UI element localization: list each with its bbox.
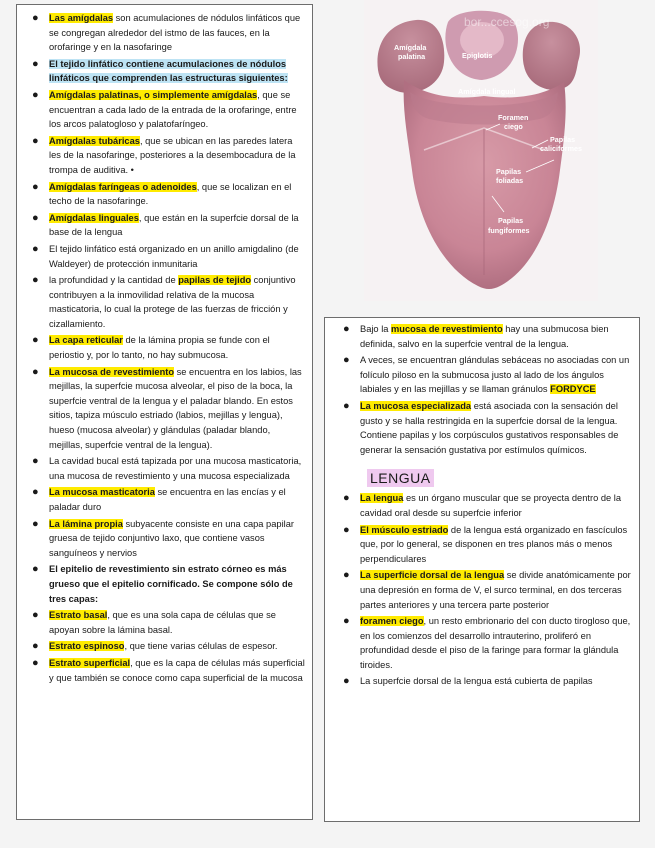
label-caliciformes-1: Papilas: [550, 135, 576, 144]
bullet-item: [30, 11, 306, 55]
label-foramen-2: ciego: [504, 122, 523, 131]
item-text: La cavidad bucal está tapizada por una mucosa masticatoria, una mucosa de revestimiento y una mucosa especializada: [49, 456, 302, 481]
item-text: , que se encuentran a cada lado de la entrada de la orofaringe, entre los arcos palatogloso y palatofaríngeo.: [49, 89, 297, 130]
bullet-item: [341, 523, 633, 567]
item-text: , que es una sola capa de células que se apoyan sobre la lámina basal.: [49, 610, 276, 635]
bullet-icon: ●: [343, 354, 350, 367]
item-text: está asociada con la sensación del gusto y se halla restringida en la superfcie dorsal de la lengua. Contiene papilas y los corpúsculos gustativos responsables de generar la sensación gustativa por estímulos químicos.: [360, 400, 619, 455]
bullet-item: [30, 333, 306, 362]
right-bullet-list-bottom: [341, 491, 633, 689]
bullet-item: [341, 399, 633, 457]
item-text: A veces, se encuentran glándulas sebáceas no asociadas con un folículo piloso en la submucosa justo al lado de los ángulos labiales y en las mejillas y se llaman gránulos: [360, 355, 630, 395]
bullet-icon: ●: [32, 455, 39, 468]
highlighted-term: Amígdalas linguales: [49, 212, 139, 223]
bullet-icon: ●: [32, 334, 39, 347]
label-foramen-1: Foramen: [498, 113, 529, 122]
bullet-item: [30, 562, 306, 606]
bullet-item: [30, 454, 306, 483]
item-text: , que se localizan en el techo de la nasofaringe.: [49, 181, 292, 207]
highlighted-term: La lámina propia: [49, 518, 123, 529]
highlighted-term: Amígdalas tubáricas: [49, 135, 140, 146]
right-notes-panel: [324, 317, 640, 822]
label-foliadas-2: foliadas: [496, 176, 524, 185]
bullet-icon: ●: [32, 12, 39, 24]
item-text: se divide anatómicamente por una depresión en forma de V, el surco terminal, en dos terceras partes anteriores y una tercera parte posterior: [360, 570, 631, 610]
bullet-icon: ●: [32, 57, 39, 70]
highlighted-term: Estrato basal: [49, 610, 108, 621]
bold-text: El epitelio de revestimiento sin estrato córneo es más grueso que el epitelio cornificado. Se compone sólo de tres capas:: [49, 564, 293, 604]
bullet-icon: ●: [343, 399, 350, 412]
bullet-icon: ●: [343, 615, 350, 628]
bullet-icon: ●: [32, 656, 39, 669]
bullet-icon: ●: [343, 675, 350, 688]
item-text: , que es la capa de células más superficial y que también se conoce como capa superficial de la mucosa: [49, 657, 305, 683]
bullet-icon: ●: [343, 569, 350, 582]
bullet-icon: ●: [343, 523, 350, 536]
label-amigdala-lingual: Amígdala lingual: [458, 87, 516, 96]
label-fungiformes-1: Papilas: [498, 216, 524, 225]
item-text: , que se ubican en las paredes latera les de la nasofaringe, posteriores a la desembocadura de la trompa de auditiva. •: [49, 135, 296, 175]
highlighted-term: La mucosa masticatoria: [49, 487, 155, 498]
bullet-icon: ●: [32, 486, 39, 499]
bullet-icon: ●: [32, 134, 39, 147]
bullet-item: [30, 608, 306, 637]
item-text: se encuentra en los labios, las mejillas, la superfcie mucosa alveolar, el piso de la boca, la superfcie ventral de la lengua y el paladar blando. En estos sitios, tapiza músculo estriado (labios, mejillas y lengua), hueso (mucosa alveolar) y glándulas (paladar blando, mejillas, superfcie ventral de la lengua).: [49, 366, 302, 450]
bullet-icon: ●: [32, 365, 39, 378]
left-bullet-list: [30, 11, 306, 685]
bullet-item: [341, 614, 633, 672]
bullet-icon: ●: [32, 274, 39, 287]
item-text: la profundidad y la cantidad de: [49, 275, 179, 286]
bullet-item: [30, 88, 306, 132]
bullet-item: [30, 273, 306, 331]
highlighted-term: papilas de tejido: [178, 275, 252, 286]
item-text: son acumulaciones de nódulos linfáticos que se congregan alrededor del istmo de las fauces, en la orofaringe y en la nasofaringe: [49, 13, 301, 53]
bullet-item: [30, 242, 306, 271]
bullet-item: [30, 57, 306, 86]
item-text: de la lengua está organizado en fascículos que, por lo general, se disponen en tres planos más o menos perpendiculares: [360, 524, 628, 564]
highlighted-term: mucosa de revestimiento: [391, 324, 503, 334]
bullet-icon: ●: [32, 609, 39, 622]
bullet-icon: ●: [32, 242, 39, 255]
item-text: conjuntivo contribuyen a la inmovilidad relativa de la mucosa masticatoria, lo cual la protege de las fuerzas de fricción y cizallamiento.: [49, 275, 296, 329]
item-text: , un resto embrionario del con ducto tirogloso que, en los comienzos del desarrollo intrauterino, proliferó en profundidad desde el piso de la faringe para formar la glándula tiroides.: [360, 616, 631, 670]
tongue-anatomy-figure: [364, 0, 598, 301]
bullet-item: [341, 353, 633, 397]
highlighted-term: La mucosa especializada: [360, 400, 472, 411]
bullet-item: [30, 180, 306, 209]
bullet-icon: ●: [343, 492, 350, 505]
bullet-item: [30, 365, 306, 453]
bullet-icon: ●: [343, 323, 350, 335]
label-epiglotis: Epiglotis: [462, 51, 493, 60]
highlighted-term: La superficie dorsal de la lengua: [360, 570, 505, 581]
bullet-icon: ●: [32, 640, 39, 653]
highlighted-term: FORDYCE: [550, 384, 596, 395]
bullet-icon: ●: [32, 211, 39, 224]
item-text: hay una submucosa bien definida, salvo en la superfcie ventral de la lengua.: [360, 324, 609, 349]
highlighted-term: Estrato superficial: [49, 657, 131, 668]
highlighted-term: La capa reticular: [49, 335, 123, 346]
tongue-illustration: [364, 0, 598, 301]
bullet-item: [30, 656, 306, 685]
highlighted-term: Las amígdalas: [49, 13, 114, 23]
item-text: Bajo la: [360, 324, 392, 334]
item-text: subyacente consiste en una capa papilar gruesa de tejido conjuntivo laxo, que contiene vasos sanguíneos y nervios: [49, 518, 294, 558]
label-fungiformes-2: fungiformes: [488, 226, 530, 235]
item-text: El tejido linfático está organizado en un anillo amigdalino (de Waldeyer) de protección inmunitaria: [49, 243, 299, 269]
highlighted-heading: El tejido linfático contiene acumulaciones de nódulos linfáticos que comprenden las estructuras siguientes:: [49, 58, 288, 84]
label-amigdala-palatina-1: Amígdala: [394, 43, 427, 52]
bullet-item: [30, 485, 306, 514]
watermark: bor...ccesog.org: [464, 15, 550, 29]
item-text: , que tiene varias células de espesor.: [124, 641, 278, 652]
left-notes-panel: [16, 4, 313, 820]
bullet-icon: ●: [32, 180, 39, 193]
highlighted-term: Amígdalas faríngeas o adenoides: [49, 181, 197, 192]
item-text: La superfcie dorsal de la lengua está cubierta de papilas: [360, 676, 593, 687]
right-bullet-list-top: [341, 322, 633, 457]
bullet-item: [30, 134, 306, 178]
bullet-icon: ●: [32, 517, 39, 530]
item-text: , que están en la superfcie dorsal de la base de la lengua: [49, 212, 299, 238]
item-text: es un órgano muscular que se proyecta dentro de la cavidad oral desde su superfcie inferior: [360, 493, 621, 518]
section-heading-lengua: LENGUA: [367, 469, 434, 487]
highlighted-term: El músculo estriado: [360, 524, 449, 535]
highlighted-term: La lengua: [360, 493, 404, 504]
bullet-item: [341, 674, 633, 689]
bullet-item: [30, 517, 306, 561]
highlighted-term: Estrato espinoso: [49, 641, 125, 652]
item-text: de la lámina propia se funde con el periostio y, por lo tanto, no hay submucosa.: [49, 335, 270, 361]
bullet-item: [341, 322, 633, 351]
bullet-item: [30, 639, 306, 654]
bullet-icon: ●: [32, 563, 39, 576]
label-foliadas-1: Papilas: [496, 167, 522, 176]
bullet-item: [341, 568, 633, 612]
highlighted-term: foramen ciego: [360, 616, 424, 627]
highlighted-term: Amígdalas palatinas, o simplemente amígdalas: [49, 89, 258, 100]
label-amigdala-palatina-2: palatina: [398, 52, 426, 61]
bullet-item: [341, 491, 633, 520]
highlighted-term: La mucosa de revestimiento: [49, 366, 175, 377]
palatine-tonsil-right-shape: [523, 22, 580, 90]
bullet-icon: ●: [32, 88, 39, 101]
label-caliciformes-2: caliciformes: [540, 144, 582, 153]
item-text: se encuentra en las encías y el paladar duro: [49, 487, 286, 512]
bullet-item: [30, 211, 306, 240]
